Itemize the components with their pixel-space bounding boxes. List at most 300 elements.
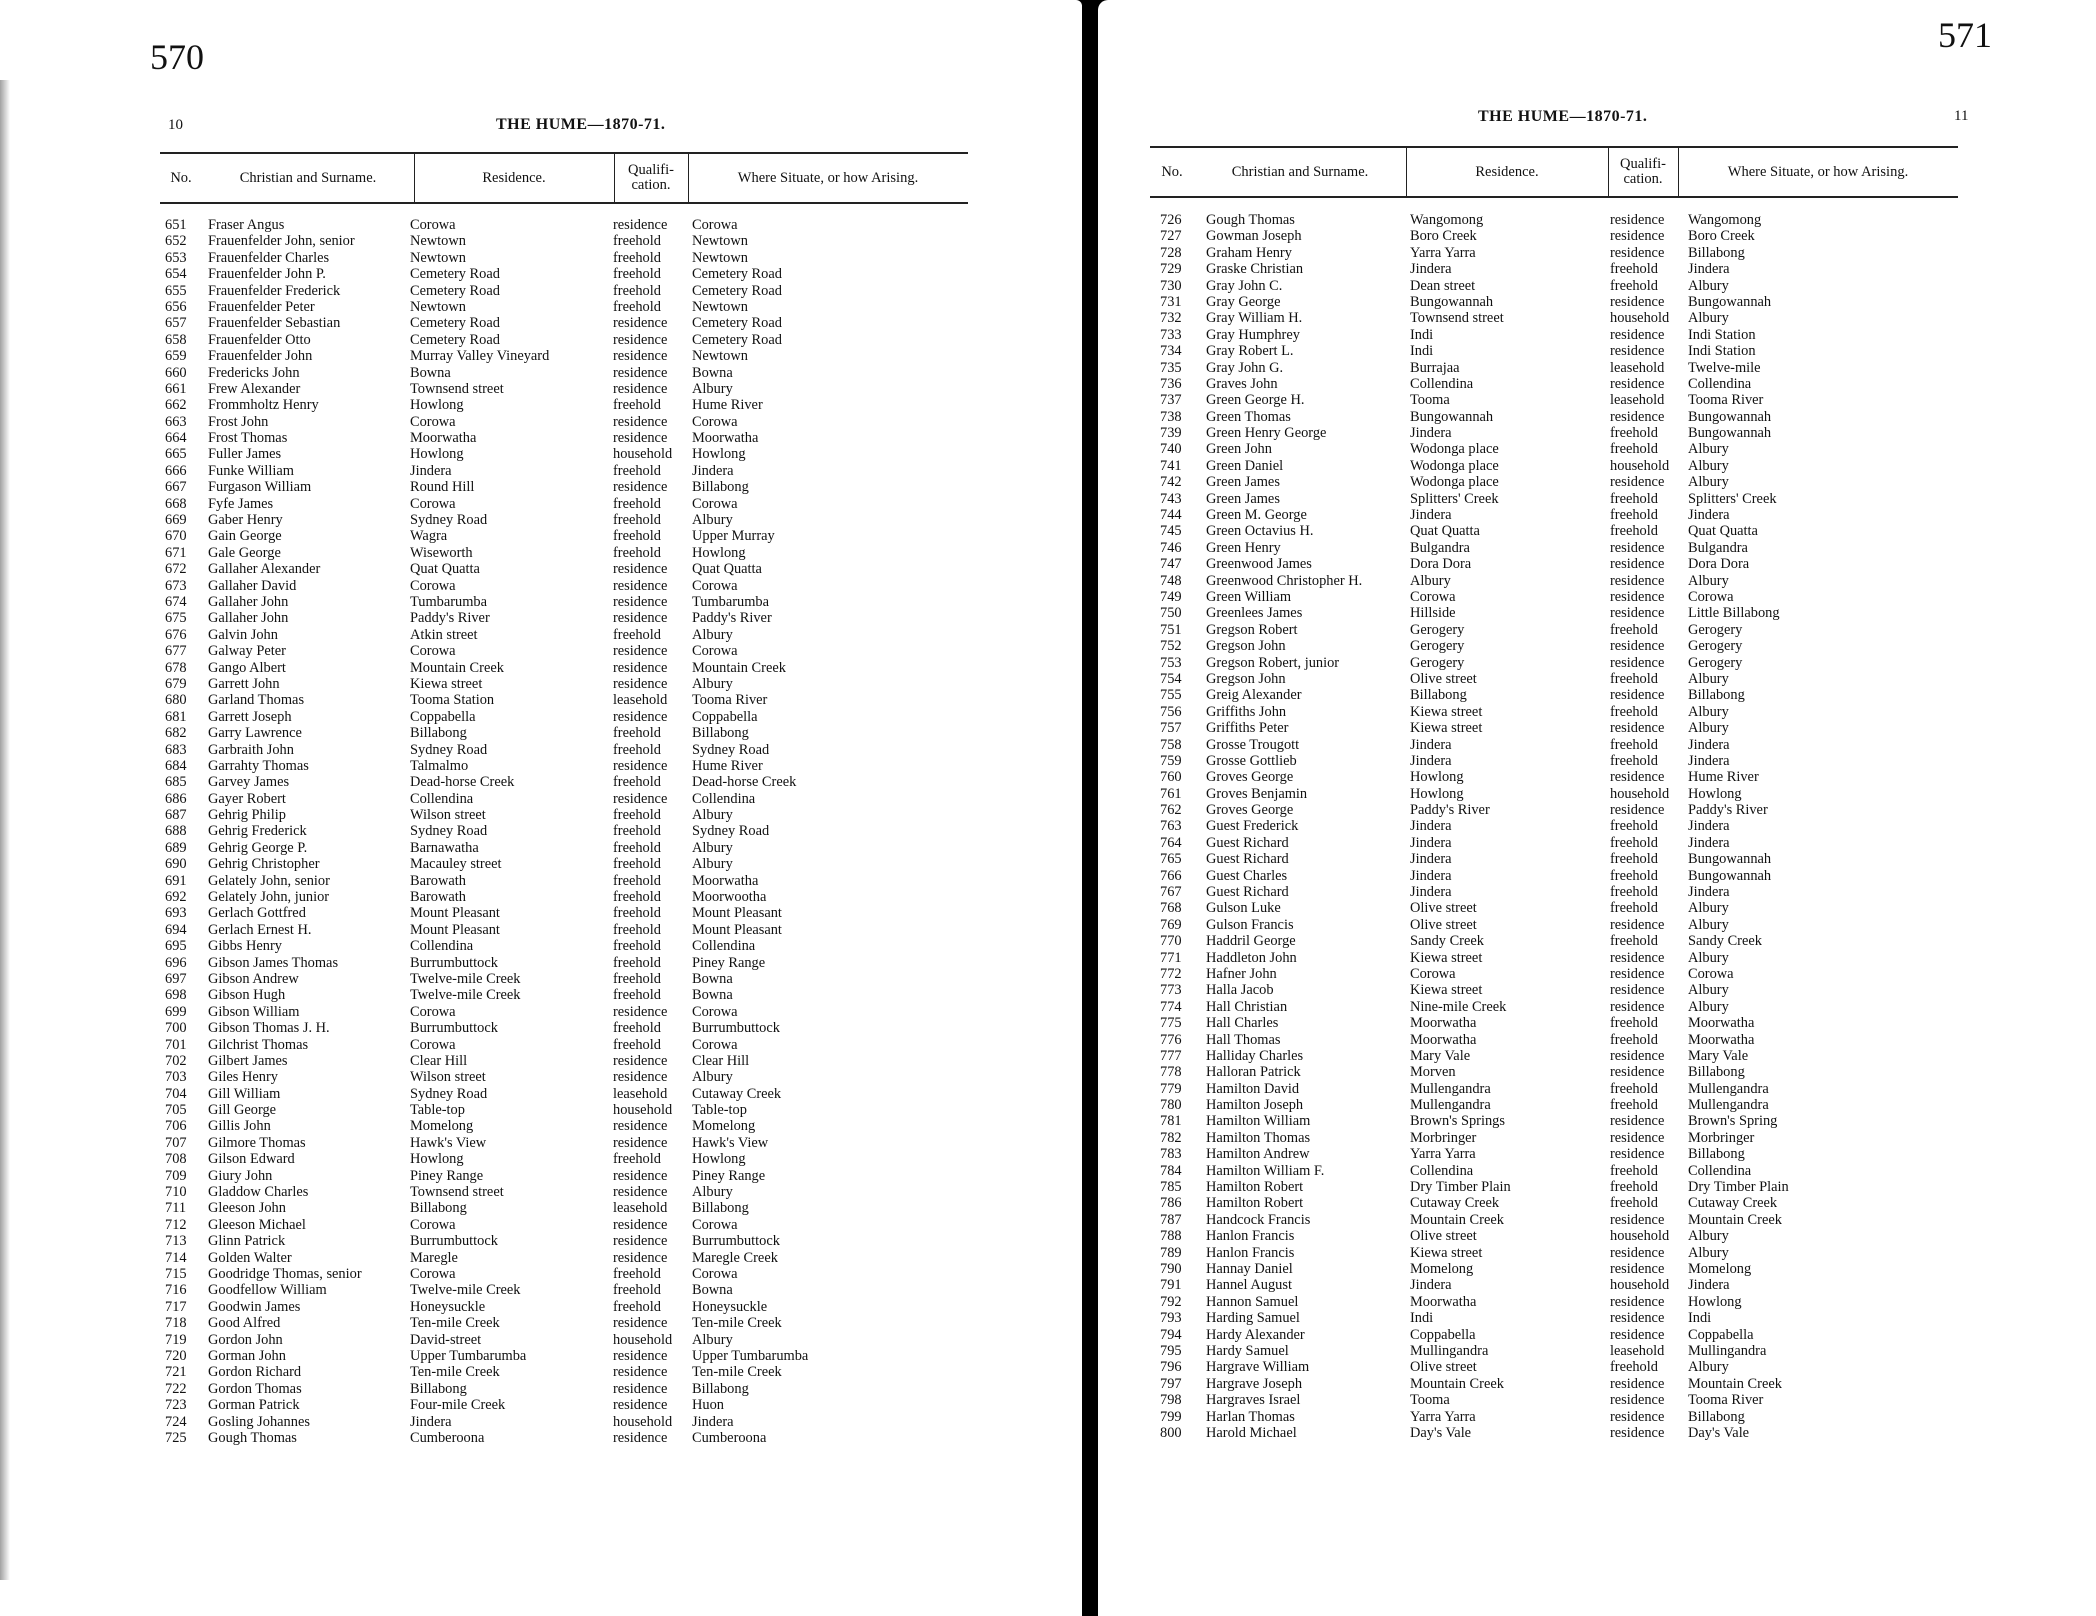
elector-name: Green William [1206,588,1292,605]
residence: Barowath [410,889,466,906]
residence: Tumbarumba [410,593,488,610]
where-situate: Dead-horse Creek [692,774,797,791]
table-row [160,1381,970,1397]
elector-name: Galway Peter [208,643,286,660]
qualification: freehold [1610,490,1658,507]
qualification: freehold [1610,425,1658,442]
table-row [1150,376,1960,392]
table-row [1150,835,1960,851]
residence: Cemetery Road [410,331,500,348]
entry-number: 781 [1160,1113,1182,1130]
where-situate: Jindera [692,1413,734,1430]
qualification: residence [1610,1326,1665,1343]
table-row [160,676,970,692]
elector-name: Frost Thomas [208,430,288,447]
residence: Bulgandra [1410,539,1470,556]
where-situate: Newtown [692,249,748,266]
qualification: residence [1610,605,1665,622]
table-row [1150,245,1960,261]
elector-name: Harlan Thomas [1206,1408,1295,1425]
col-where-header: Where Situate, or how Arising. [737,169,919,186]
qualification: freehold [613,495,661,512]
table-row [1150,589,1960,605]
entry-number: 667 [165,479,187,496]
table-row [160,1004,970,1020]
entry-number: 698 [165,987,187,1004]
table-row [160,774,970,790]
entry-number: 749 [1160,588,1182,605]
entry-number: 658 [165,331,187,348]
elector-name: Fredericks John [208,364,300,381]
residence: Twelve-mile Creek [410,970,521,987]
where-situate: Maregle Creek [692,1249,778,1266]
table-row [1150,1212,1960,1228]
elector-name: Groves George [1206,802,1294,819]
table-row [1150,802,1960,818]
elector-name: Halloran Patrick [1206,1064,1301,1081]
residence: Dean street [1410,277,1476,294]
qualification: freehold [613,1298,661,1315]
entry-number: 798 [1160,1392,1182,1409]
elector-name: Hall Christian [1206,998,1288,1015]
residence: Jindera [1410,1277,1452,1294]
entry-number: 680 [165,692,187,709]
entry-number: 670 [165,528,187,545]
entry-number: 694 [165,921,187,938]
elector-name: Frommholtz Henry [208,397,319,414]
qualification: freehold [1610,1015,1658,1032]
elector-name: Guest Richard [1206,884,1289,901]
table-row [1150,1409,1960,1425]
elector-name: Gulson Francis [1206,916,1294,933]
table-header [1150,146,1958,198]
elector-name: Gillis John [208,1118,271,1135]
entry-number: 775 [1160,1015,1182,1032]
qualification: residence [613,1249,668,1266]
residence: Mullingandra [1410,1342,1489,1359]
qualification: residence [1610,1064,1665,1081]
entry-number: 757 [1160,720,1182,737]
where-situate: Billabong [692,725,749,742]
table-row [1150,933,1960,949]
entry-number: 742 [1160,474,1182,491]
qualification: residence [613,1397,668,1414]
entry-number: 712 [165,1216,187,1233]
residence: Brown's Springs [1410,1113,1505,1130]
qualification: residence [1610,1211,1665,1228]
elector-name: Green Daniel [1206,457,1284,474]
elector-name: Gilson Edward [208,1151,295,1168]
where-situate: Mount Pleasant [692,921,782,938]
entry-number: 653 [165,249,187,266]
qualification: residence [613,1003,668,1020]
table-row [1150,573,1960,589]
residence: Wilson street [410,807,486,824]
qualification: freehold [1610,1097,1658,1114]
residence: Jindera [1410,851,1452,868]
entry-number: 747 [1160,556,1182,573]
residence: Quat Quatta [410,561,480,578]
elector-name: Gregson Robert, junior [1206,654,1340,671]
qualification: residence [613,430,668,447]
residence: Billabong [410,1380,467,1397]
elector-name: Hargraves Israel [1206,1392,1301,1409]
entry-number: 668 [165,495,187,512]
qualification: residence [1610,228,1665,245]
qualification: residence [613,1347,668,1364]
elector-name: Gill George [208,1102,277,1119]
where-situate: Corowa [692,1266,738,1282]
where-situate: Mountain Creek [692,659,786,676]
elector-name: Hargrave Joseph [1206,1375,1303,1392]
entry-number: 780 [1160,1097,1182,1114]
entry-number: 700 [165,1020,187,1037]
where-situate: Splitters' Creek [1688,490,1777,507]
table-row [160,1151,970,1167]
entry-number: 707 [165,1134,187,1151]
qualification: freehold [613,282,661,299]
elector-name: Guest Richard [1206,851,1289,868]
elector-name: Hamilton William [1206,1113,1311,1130]
residence: Sydney Road [410,1085,488,1102]
residence: Tooma [1410,392,1450,409]
residence: Talmalmo [410,757,469,774]
table-row [1150,884,1960,900]
residence: Jindera [1410,752,1452,769]
table-row [160,807,970,823]
where-situate: Albury [1688,998,1729,1015]
where-situate: Billabong [692,479,749,496]
elector-name: Gallaher John [208,610,289,627]
qualification: residence [613,561,668,578]
residence: Sydney Road [410,741,488,758]
entry-number: 772 [1160,965,1182,982]
where-situate: Corowa [692,1216,738,1233]
table-row [1150,261,1960,277]
table-row [1150,851,1960,867]
entry-number: 741 [1160,457,1182,474]
elector-name: Guest Richard [1206,834,1289,851]
table-row [160,1184,970,1200]
qualification: freehold [613,970,661,987]
table-row [160,1397,970,1413]
where-situate: Albury [1688,670,1729,687]
where-situate: Albury [1688,1359,1729,1376]
qualification: freehold [1610,867,1658,884]
entry-number: 706 [165,1118,187,1135]
residence: Twelve-mile Creek [410,1282,521,1299]
where-situate: Howlong [1688,1293,1742,1310]
elector-name: Gladdow Charles [208,1184,309,1201]
qualification: residence [1610,654,1665,671]
residence: Jindera [410,1413,452,1430]
residence: Corowa [410,1003,456,1020]
where-situate: Dora Dora [1688,556,1750,573]
where-situate: Morbringer [1688,1129,1755,1146]
qualification: residence [613,643,668,660]
elector-name: Gordon John [208,1331,283,1348]
where-situate: Albury [1688,277,1729,294]
qualification: freehold [1610,523,1658,540]
entry-number: 711 [165,1200,187,1217]
residence: Jindera [1410,261,1452,278]
table-row [1150,818,1960,834]
residence: Day's Vale [1410,1424,1472,1441]
where-situate: Bowna [692,364,733,381]
residence: Billabong [410,725,467,742]
entry-number: 767 [1160,884,1182,901]
where-situate: Indi Station [1688,326,1756,343]
qualification: residence [613,1134,668,1151]
where-situate: Billabong [692,1380,749,1397]
qualification: freehold [613,839,661,856]
table-row [1150,786,1960,802]
qualification: residence [1610,1424,1665,1441]
qualification: residence [1610,802,1665,819]
residence: Cemetery Road [410,315,500,332]
where-situate: Mount Pleasant [692,905,782,922]
entry-number: 735 [1160,359,1182,376]
elector-name: Frauenfelder Otto [208,331,311,348]
entry-number: 765 [1160,851,1182,868]
table-row [160,709,970,725]
where-situate: Albury [1688,949,1729,966]
elector-name: Fyfe James [208,495,274,512]
entry-number: 791 [1160,1277,1182,1294]
qualification: freehold [1610,736,1658,753]
where-situate: Cemetery Road [692,331,782,348]
table-row [160,905,970,921]
table-row [160,1233,970,1249]
qualification: freehold [1610,933,1658,950]
table-row [160,692,970,708]
table-row [1150,1146,1960,1162]
table-row [160,725,970,741]
table-row [160,250,970,266]
table-row [1150,671,1960,687]
table-row [160,1168,970,1184]
where-situate: Jindera [1688,818,1730,835]
entry-number: 655 [165,282,187,299]
residence: Kiewa street [1410,982,1483,999]
elector-name: Gallaher David [208,577,297,594]
entry-number: 783 [1160,1146,1182,1163]
residence: Kiewa street [410,675,483,692]
table-row [1150,1064,1960,1080]
qualification: residence [613,757,668,774]
elector-name: Gelately John, junior [208,889,330,906]
elector-name: Grosse Gottlieb [1206,752,1297,769]
col-residence-header: Residence. [1475,163,1539,180]
residence: Yarra Yarra [1410,244,1476,261]
entry-number: 738 [1160,408,1182,425]
where-situate: Corowa [1688,965,1734,982]
qualification: freehold [1610,703,1658,720]
table-row [1150,704,1960,720]
qualification: residence [1610,769,1665,786]
elector-name: Garry Lawrence [208,725,302,742]
table-row [1150,966,1960,982]
where-situate: Upper Tumbarumba [692,1347,809,1364]
qualification: freehold [613,397,661,414]
elector-name: Gilmore Thomas [208,1134,306,1151]
qualification: residence [1610,949,1665,966]
where-situate: Albury [1688,457,1729,474]
entry-number: 763 [1160,818,1182,835]
qualification: freehold [1610,277,1658,294]
table-row [1150,950,1960,966]
residence: Coppabella [410,708,476,725]
residence: Sydney Road [410,823,488,840]
elector-name: Fraser Angus [208,217,285,233]
entry-number: 770 [1160,933,1182,950]
table-row [160,1250,970,1266]
residence: Boro Creek [1410,228,1477,245]
where-situate: Wangomong [1688,212,1762,228]
residence: Jindera [1410,834,1452,851]
table-row [160,955,970,971]
elector-name: Garrett John [208,675,280,692]
elector-name: Gray John G. [1206,359,1284,376]
table-row [1150,1130,1960,1146]
qualification: residence [613,577,668,594]
entry-number: 660 [165,364,187,381]
where-situate: Piney Range [692,954,766,971]
qualification: residence [1610,556,1665,573]
elector-name: Hamilton Thomas [1206,1129,1311,1146]
elector-name: Hanlon Francis [1206,1228,1295,1245]
where-situate: Day's Vale [1688,1424,1750,1441]
where-situate: Albury [692,807,733,824]
residence: Olive street [1410,1359,1477,1376]
residence: Momelong [1410,1261,1474,1277]
where-situate: Collendina [1688,375,1752,392]
residence: Twelve-mile Creek [410,987,521,1004]
residence: Olive street [1410,1228,1477,1245]
elector-name: Green Thomas [1206,408,1291,425]
qualification: residence [1610,293,1665,310]
qualification: freehold [1610,261,1658,278]
qualification: household [613,1102,673,1119]
entry-number: 657 [165,315,187,332]
residence: Wangomong [1410,212,1484,228]
residence: Corowa [1410,965,1456,982]
table-row [160,512,970,528]
table-row [160,496,970,512]
elector-name: Hafner John [1206,965,1277,982]
where-situate: Mullengandra [1688,1097,1769,1114]
residence: Burrajaa [1410,359,1460,376]
residence: Moorwatha [1410,1015,1477,1032]
table-row [1150,1327,1960,1343]
elector-name: Goodridge Thomas, senior [208,1266,362,1282]
residence: Mount Pleasant [410,905,500,922]
table-row [160,660,970,676]
where-situate: Gerogery [1688,621,1743,638]
entry-number: 737 [1160,392,1182,409]
table-row [1150,1081,1960,1097]
residence: Honeysuckle [410,1298,486,1315]
qualification: residence [1610,965,1665,982]
entry-number: 790 [1160,1261,1182,1277]
where-situate: Moorwatha [1688,1015,1755,1032]
where-situate: Albury [1688,474,1729,491]
table-row [160,414,970,430]
qualification: residence [613,479,668,496]
table-row [1150,1376,1960,1392]
qualification: residence [1610,1047,1665,1064]
qualification: freehold [613,741,661,758]
table-row [1150,753,1960,769]
table-row [1150,360,1960,376]
elector-list [160,217,970,1446]
where-situate: Bungowannah [1688,851,1772,868]
elector-name: Grosse Trougott [1206,736,1300,753]
elector-name: Gibson Andrew [208,970,299,987]
qualification: residence [613,1052,668,1069]
qualification: residence [1610,916,1665,933]
folio-number: 571 [1938,15,1992,55]
residence: Jindera [1410,736,1452,753]
where-situate: Collendina [692,790,756,807]
where-situate: Cemetery Road [692,282,782,299]
entry-number: 727 [1160,228,1182,245]
qualification: residence [613,364,668,381]
elector-name: Hannel August [1206,1277,1292,1294]
qualification: freehold [613,987,661,1004]
qualification: leasehold [613,692,668,709]
table-row [160,1217,970,1233]
where-situate: Coppabella [692,708,758,725]
elector-name: Glinn Patrick [208,1233,286,1250]
entry-number: 691 [165,872,187,889]
residence: Mullengandra [1410,1080,1491,1097]
where-situate: Jindera [1688,1277,1730,1294]
entry-number: 666 [165,462,187,479]
residence: Olive street [1410,916,1477,933]
entry-number: 688 [165,823,187,840]
table-row [1150,392,1960,408]
table-row [1150,687,1960,703]
residence: Olive street [1410,670,1477,687]
elector-name: Galvin John [208,626,278,643]
elector-name: Frauenfelder John [208,348,313,365]
residence: Ten-mile Creek [410,1315,500,1332]
entry-number: 714 [165,1249,187,1266]
where-situate: Table-top [692,1102,747,1119]
qualification: residence [613,593,668,610]
qualification: residence [1610,720,1665,737]
table-row [160,1020,970,1036]
entry-number: 726 [1160,212,1182,228]
residence: Dead-horse Creek [410,774,515,791]
where-situate: Albury [1688,720,1729,737]
where-situate: Bungowannah [1688,425,1772,442]
residence: Yarra Yarra [1410,1408,1476,1425]
where-situate: Indi [1688,1310,1712,1327]
entry-number: 676 [165,626,187,643]
entry-number: 761 [1160,785,1182,802]
entry-number: 797 [1160,1375,1182,1392]
entry-number: 787 [1160,1211,1182,1228]
entry-number: 692 [165,889,187,906]
where-situate: Collendina [692,938,756,955]
residence: Corowa [410,1266,456,1282]
table-row [1150,441,1960,457]
table-row [160,1282,970,1298]
where-situate: Albury [1688,310,1729,327]
table-row [1150,605,1960,621]
